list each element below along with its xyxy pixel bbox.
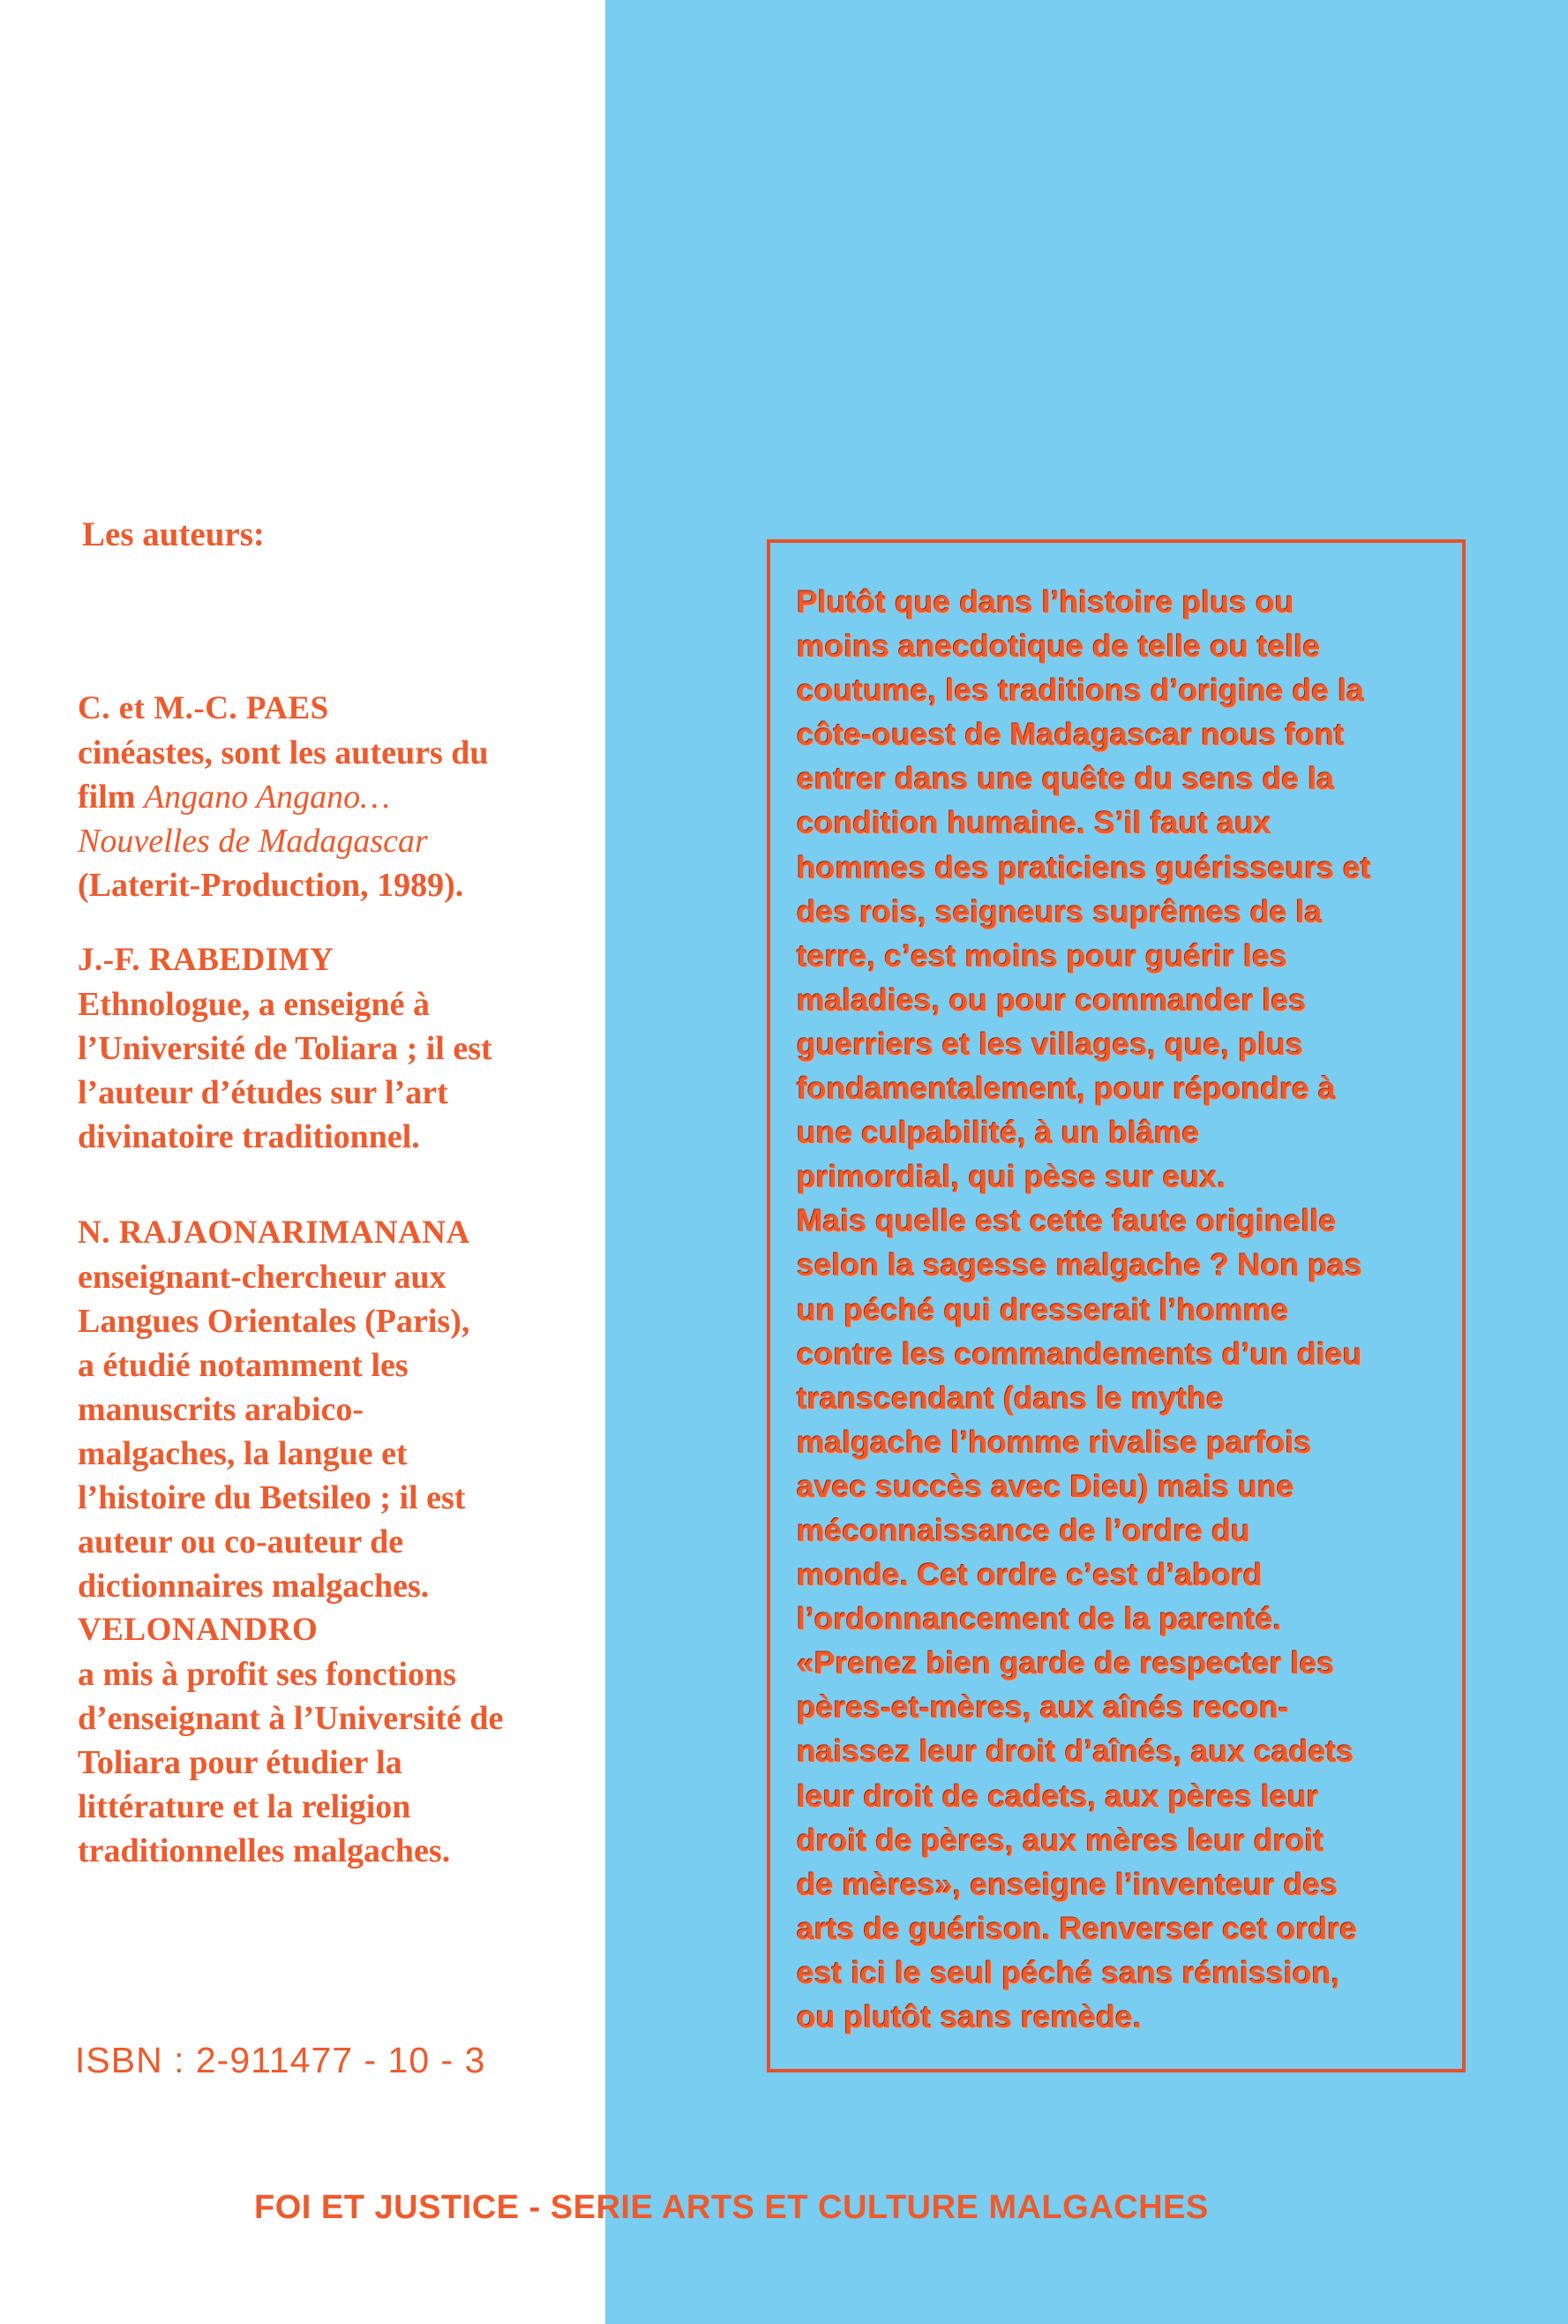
bio-line: l’Université de Toliara ; il est [78,1030,492,1067]
bio-line: Toliara pour étudier la [78,1744,402,1781]
author-entry-rajaonarimanana [78,1211,572,1608]
blurb-line: maladies, ou pour commander les [797,981,1307,1018]
bio-line: auteur ou co-auteur de [78,1523,404,1561]
isbn: ISBN : 2-911477 - 10 - 3 [75,2040,486,2080]
bio-line: dictionnaires malgaches. [78,1568,430,1605]
bio-line: l’histoire du Betsileo ; il est [78,1479,466,1516]
series-title: FOI ET JUSTICE - SERIE ARTS ET CULTURE MALGACHES [254,2189,1209,2226]
bio-line: cinéastes, sont les auteurs du [78,734,489,771]
blurb-line: moins anecdotique de telle ou telle [797,628,1321,665]
bio-line: a étudié notamment les [78,1347,409,1384]
blurb-line: naissez leur droit d’aînés, aux cadets [797,1734,1354,1770]
bio-line: enseignant-chercheur aux [78,1259,446,1296]
blurb-line: pères-et-mères, aux aînés recon- [797,1689,1289,1726]
bio-line: (Laterit-Production, 1989). [78,867,464,904]
blurb-line: monde. Cet ordre c’est d’abord [797,1557,1263,1593]
bio-line: Ethnologue, a enseigné à [78,986,431,1023]
blurb-line: fondamentalement, pour répondre à [797,1071,1336,1107]
back-cover-text-box [767,539,1466,2072]
authors-heading: Les auteurs: [82,515,265,553]
blurb-line: un péché qui dresserait l’homme [797,1291,1289,1327]
author-entry-velonandro [78,1608,572,1873]
blurb-line: avec succès avec Dieu) mais une [797,1468,1294,1504]
blurb-line: terre, c’est moins pour guérir les [797,937,1287,974]
author-entry-rabedimy [78,938,572,1159]
blurb-line: condition humaine. S’il faut aux [797,805,1272,841]
blurb-line: contre les commandements d’un dieu [797,1335,1362,1372]
author-name: J.-F. RABEDIMY [78,942,334,978]
blurb-line: côte-ouest de Madagascar nous font [797,717,1345,753]
bio-line: l’auteur d’études sur l’art [78,1074,448,1111]
left-white-panel [0,0,605,2324]
film-subtitle: Nouvelles de Madagascar [78,823,428,860]
blurb-line: arts de guérison. Renverser cet ordre [797,1910,1358,1946]
bio-line: Langues Orientales (Paris), [78,1303,470,1340]
film-title: Angano Angano… [143,778,390,816]
blurb-line: entrer dans une quête du sens de la [797,761,1335,797]
blurb-line: méconnaissance de l’ordre du [797,1512,1250,1548]
author-bio [78,982,572,1159]
bio-line: manuscrits arabico- [78,1391,364,1428]
bio-line: traditionnelles malgaches. [78,1832,451,1869]
blurb-line: hommes des praticiens guérisseurs et [797,849,1371,885]
author-bio [78,1652,572,1873]
blurb-line: primordial, qui pèse sur eux. [797,1159,1227,1195]
blurb-line: transcendant (dans le mythe [797,1380,1225,1416]
blurb-line: est ici le seul péché sans rémission, [797,1954,1340,1990]
bio-line: littérature et la religion [78,1788,411,1825]
bio-line: malgaches, la langue et [78,1435,408,1472]
blurb-line: Plutôt que dans l’histoire plus ou [797,584,1294,620]
back-cover-blurb [797,580,1441,2039]
blurb-line: ou plutôt sans remède. [797,1999,1142,2034]
blurb-line: guerriers et les villages, que, plus [797,1026,1303,1062]
blurb-line: «Prenez bien garde de respecter les [797,1645,1335,1681]
author-name: VELONANDRO [78,1612,319,1648]
blurb-line: une culpabilité, à un blâme [797,1115,1200,1151]
author-bio [78,731,572,907]
blurb-line: coutume, les traditions d’origine de la [797,673,1365,709]
bio-line: divinatoire traditionnel. [78,1118,420,1155]
blurb-line: malgache l’homme rivalise parfois [797,1424,1312,1460]
bio-line: film Angano Angano… [78,778,390,816]
bio-line: a mis à profit ses fonctions [78,1656,456,1693]
author-name: C. et M.-C. PAES [78,690,329,726]
bio-line: d’enseignant à l’Université de [78,1700,504,1737]
blurb-line: selon la sagesse malgache ? Non pas [797,1247,1362,1283]
blurb-line: des rois, seigneurs suprêmes de la [797,893,1323,929]
blurb-line: l’ordonnancement de la parenté. [797,1601,1282,1637]
blurb-line: de mères», enseigne l’inventeur des [797,1866,1339,1902]
author-bio [78,1255,572,1608]
author-entry-paes [78,687,572,907]
blurb-line: Mais quelle est cette faute originelle [797,1203,1337,1239]
author-name: N. RAJAONARIMANANA [78,1215,470,1251]
bio-line [78,819,572,863]
blurb-line: leur droit de cadets, aux pères leur [797,1778,1319,1814]
blurb-line: droit de pères, aux mères leur droit [797,1822,1324,1858]
